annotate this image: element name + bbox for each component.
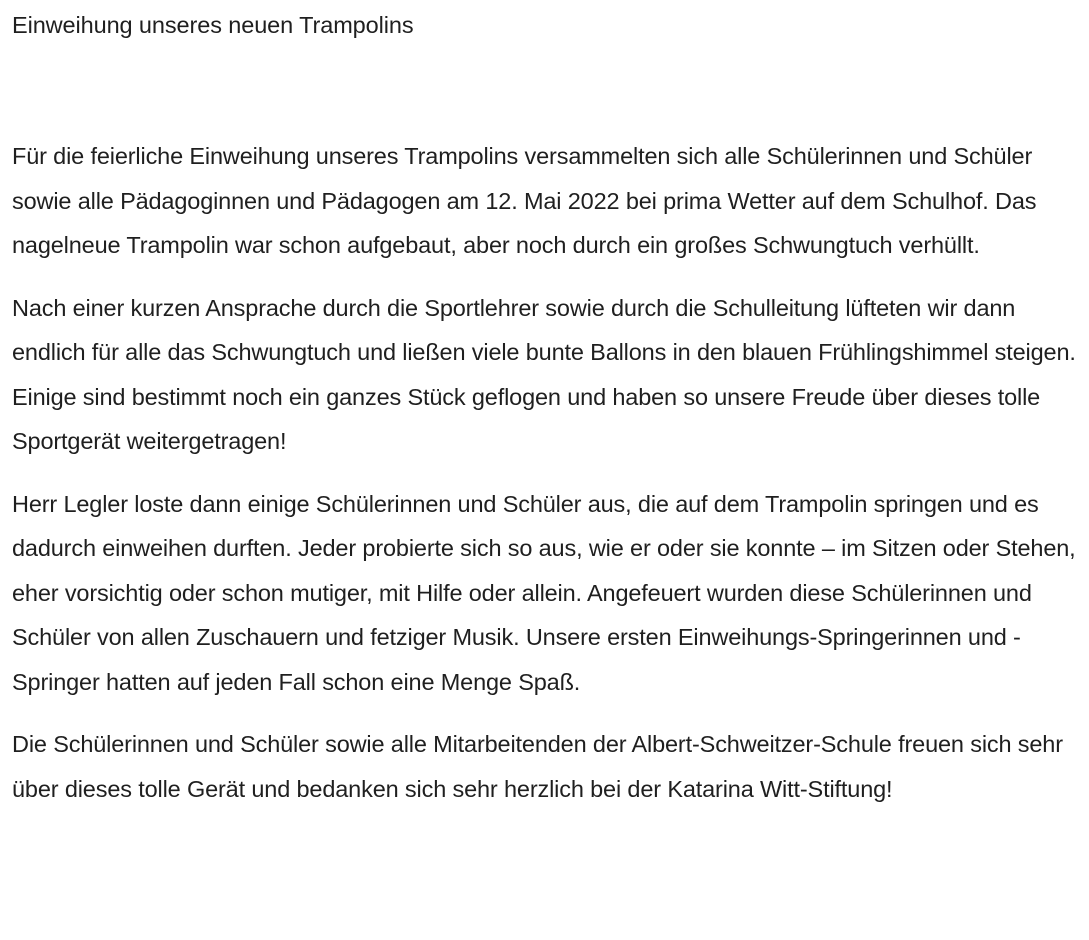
- paragraph-4: Die Schülerinnen und Schüler sowie alle Mitarbeitenden der Albert-Schweitzer-Schule freuen sich sehr über dieses tolle Gerät und bedanken sich sehr herzlich bei der Katarina Witt-Stiftung!: [12, 731, 1063, 802]
- paragraph-2: Nach einer kurzen Ansprache durch die Sportlehrer sowie durch die Schulleitung lüfteten wir dann endlich für alle das Schwungtuch und ließen viele bunte Ballons in den blauen Frühlingshimmel steigen. Einige sind bestimmt noch ein ganzes Stück geflogen und haben so unsere Freude über dieses tolle Sportgerät weitergetragen!: [12, 294, 1076, 454]
- article-body: [12, 134, 1077, 811]
- page-title: Einweihung unseres neuen Trampolins: [12, 12, 414, 38]
- paragraph-1: Für die feierliche Einweihung unseres Trampolins versammelten sich alle Schülerinnen und Schüler sowie alle Pädagoginnen und Pädagogen am 12. Mai 2022 bei prima Wetter auf dem Schulhof. Das nagelneue Trampolin war schon aufgebaut, aber noch durch ein großes Schwungtuch verhüllt.: [12, 143, 1037, 258]
- paragraph-3: Herr Legler loste dann einige Schülerinnen und Schüler aus, die auf dem Trampolin springen und es dadurch einweihen durften. Jeder probierte sich so aus, wie er oder sie konnte – im Sitzen oder Stehen, eher vorsichtig oder schon mutiger, mit Hilfe oder allein. Angefeuert wurden diese Schülerinnen und Schüler von allen Zuschauern und fetziger Musik. Unsere ersten Einweihungs-Springerinnen und -Springer hatten auf jeden Fall schon eine Menge Spaß.: [12, 490, 1076, 695]
